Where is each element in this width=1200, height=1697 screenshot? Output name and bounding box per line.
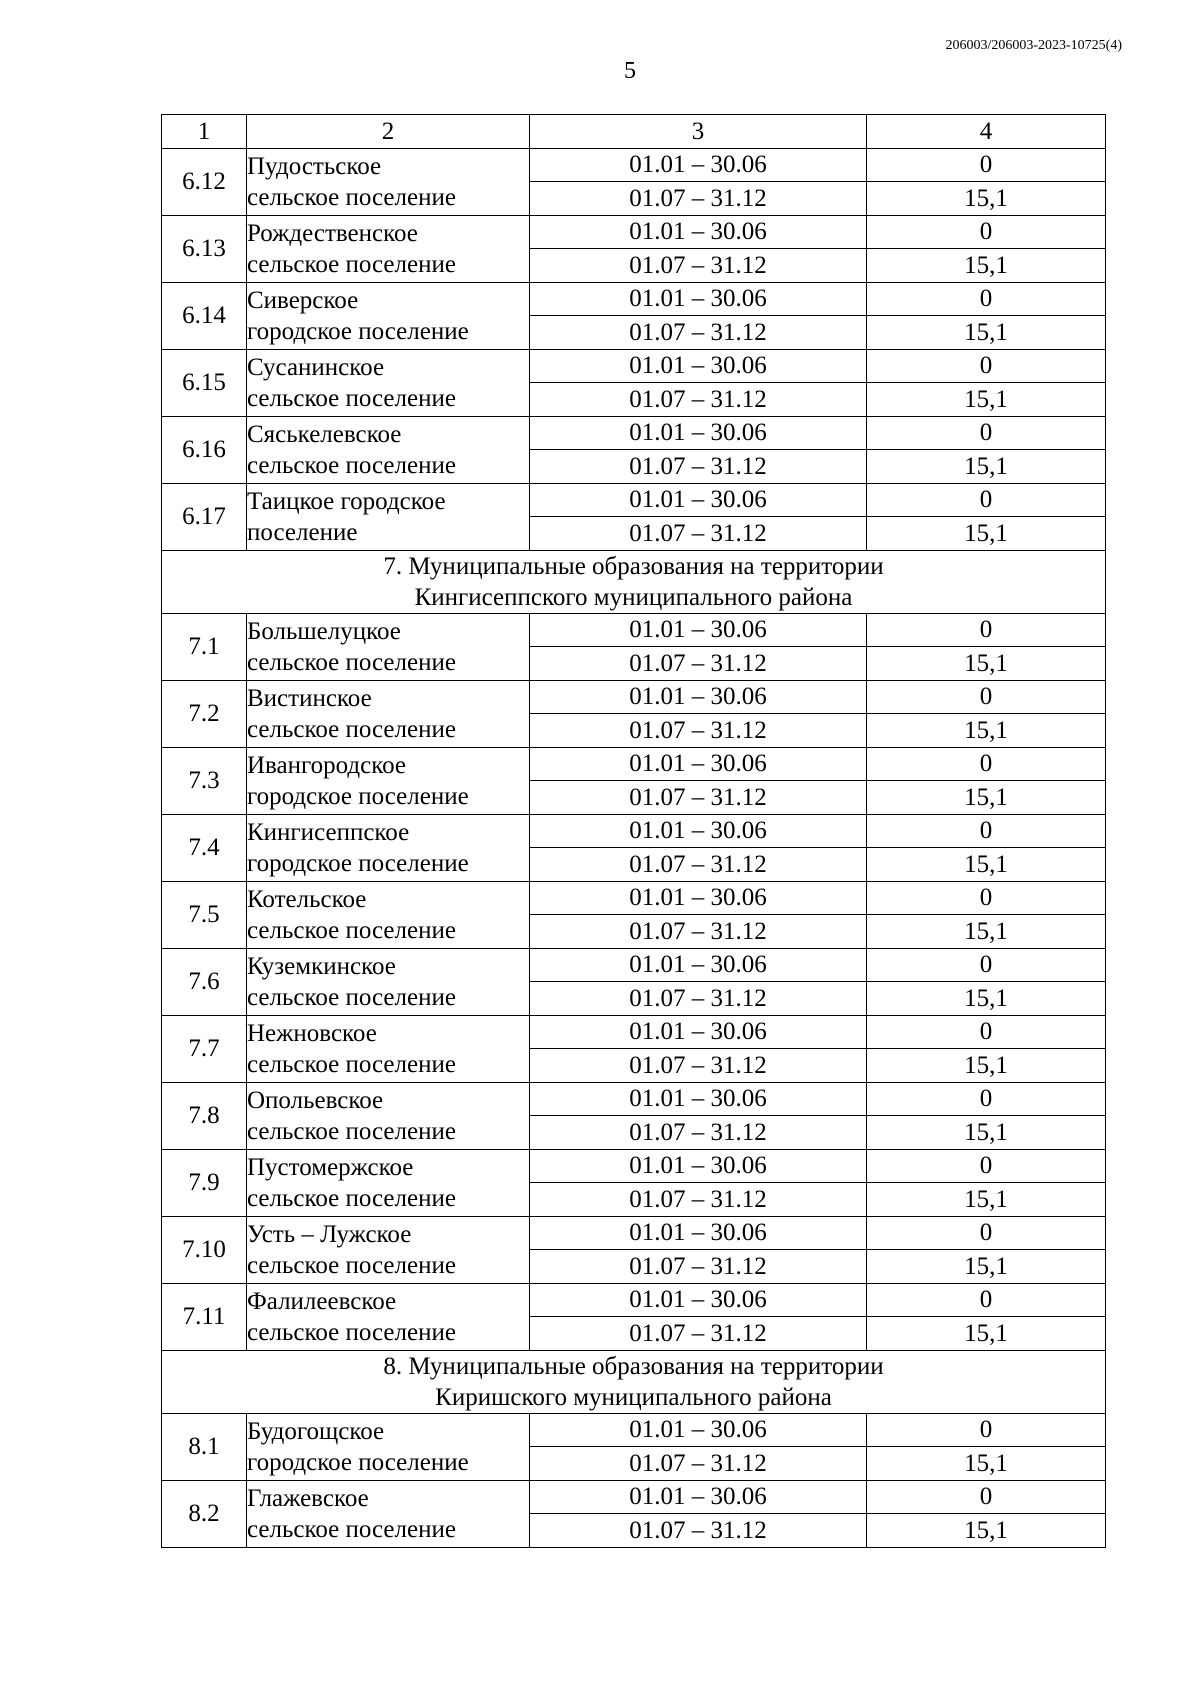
value-cell: 15,1 (867, 249, 1106, 283)
value-cell: 15,1 (867, 517, 1106, 551)
settlement-name-line: Кингисеппское (247, 818, 410, 846)
settlement-name (247, 215, 530, 282)
period-cell: 01.07 – 31.12 (530, 714, 867, 748)
row-number: 6.12 (162, 148, 247, 215)
row-number: 8.2 (162, 1480, 247, 1547)
value-cell: 15,1 (867, 1514, 1106, 1548)
settlement-name (247, 747, 530, 814)
column-header: 1 (162, 115, 247, 149)
row-number: 6.15 (162, 349, 247, 416)
settlement-name-line: Фалилеевское (247, 1287, 397, 1315)
period-cell: 01.07 – 31.12 (530, 517, 867, 551)
table-row (162, 680, 1106, 714)
period-cell: 01.07 – 31.12 (530, 1447, 867, 1481)
value-cell: 0 (867, 148, 1106, 182)
table-row (162, 948, 1106, 982)
value-cell: 0 (867, 881, 1106, 915)
settlement-name-line: Куземкинское (247, 952, 396, 980)
period-cell: 01.01 – 30.06 (530, 1216, 867, 1250)
row-number: 7.6 (162, 948, 247, 1015)
value-cell: 0 (867, 747, 1106, 781)
settlement-name (247, 613, 530, 680)
section-title-line: 8. Муниципальные образования на территории (383, 1352, 884, 1380)
period-cell: 01.07 – 31.12 (530, 383, 867, 417)
settlement-name-line: сельское поселение (247, 1251, 456, 1279)
table-row (162, 1480, 1106, 1514)
period-cell: 01.01 – 30.06 (530, 483, 867, 517)
settlement-name-line: сельское поселение (247, 648, 456, 676)
section-title (162, 550, 1106, 613)
settlement-name-line: Сиверское (247, 286, 359, 314)
document-id: 206003/206003-2023-10725(4) (945, 38, 1122, 53)
value-cell: 0 (867, 483, 1106, 517)
value-cell: 0 (867, 416, 1106, 450)
settlement-name-line: Рождественское (247, 219, 418, 247)
settlement-name (247, 349, 530, 416)
table-row (162, 1283, 1106, 1317)
period-cell: 01.01 – 30.06 (530, 680, 867, 714)
settlement-name-line: Таицкое городское (247, 487, 446, 515)
column-header: 3 (530, 115, 867, 149)
period-cell: 01.01 – 30.06 (530, 747, 867, 781)
settlement-name-line: поселение (247, 518, 358, 546)
period-cell: 01.01 – 30.06 (530, 1480, 867, 1514)
table-row (162, 1413, 1106, 1447)
settlement-name-line: сельское поселение (247, 451, 456, 479)
settlement-name-line: Вистинское (247, 684, 372, 712)
settlement-name-line: городское поселение (247, 1448, 469, 1476)
value-cell: 15,1 (867, 1116, 1106, 1150)
value-cell: 15,1 (867, 1250, 1106, 1284)
value-cell: 15,1 (867, 781, 1106, 815)
value-cell: 0 (867, 1283, 1106, 1317)
period-cell: 01.07 – 31.12 (530, 1514, 867, 1548)
period-cell: 01.07 – 31.12 (530, 316, 867, 350)
settlement-name-line: сельское поселение (247, 983, 456, 1011)
period-cell: 01.07 – 31.12 (530, 982, 867, 1016)
table-row (162, 1216, 1106, 1250)
period-cell: 01.07 – 31.12 (530, 182, 867, 216)
value-cell: 0 (867, 1015, 1106, 1049)
section-title-line: 7. Муниципальные образования на территории (383, 552, 884, 580)
period-cell: 01.07 – 31.12 (530, 1049, 867, 1083)
section-row (162, 550, 1106, 613)
table-row (162, 215, 1106, 249)
table-header-row (162, 115, 1106, 149)
value-cell: 15,1 (867, 316, 1106, 350)
settlement-name-line: Котельское (247, 885, 367, 913)
value-cell: 0 (867, 349, 1106, 383)
settlement-name (247, 416, 530, 483)
period-cell: 01.07 – 31.12 (530, 1116, 867, 1150)
value-cell: 0 (867, 948, 1106, 982)
value-cell: 15,1 (867, 182, 1106, 216)
value-cell: 15,1 (867, 1447, 1106, 1481)
value-cell: 15,1 (867, 915, 1106, 949)
table-row (162, 747, 1106, 781)
tariff-table (161, 114, 1106, 1548)
value-cell: 0 (867, 814, 1106, 848)
table-row (162, 349, 1106, 383)
value-cell: 15,1 (867, 647, 1106, 681)
settlement-name (247, 483, 530, 550)
page-number: 5 (624, 58, 636, 84)
section-row (162, 1350, 1106, 1413)
table-row (162, 282, 1106, 316)
table-row (162, 483, 1106, 517)
settlement-name-line: Сяськелевское (247, 420, 402, 448)
settlement-name-line: сельское поселение (247, 916, 456, 944)
settlement-name-line: Будогощское (247, 1417, 385, 1445)
settlement-name-line: Пустомержское (247, 1153, 414, 1181)
period-cell: 01.01 – 30.06 (530, 948, 867, 982)
settlement-name-line: сельское поселение (247, 183, 456, 211)
period-cell: 01.01 – 30.06 (530, 148, 867, 182)
settlement-name-line: городское поселение (247, 782, 469, 810)
value-cell: 15,1 (867, 1317, 1106, 1351)
period-cell: 01.07 – 31.12 (530, 1250, 867, 1284)
row-number: 7.10 (162, 1216, 247, 1283)
period-cell: 01.01 – 30.06 (530, 1149, 867, 1183)
period-cell: 01.01 – 30.06 (530, 282, 867, 316)
row-number: 7.2 (162, 680, 247, 747)
settlement-name (247, 1480, 530, 1547)
row-number: 7.1 (162, 613, 247, 680)
row-number: 7.11 (162, 1283, 247, 1350)
section-title-line: Кингисеппского муниципального района (414, 583, 853, 611)
settlement-name-line: городское поселение (247, 317, 469, 345)
period-cell: 01.01 – 30.06 (530, 613, 867, 647)
value-cell: 15,1 (867, 450, 1106, 484)
period-cell: 01.07 – 31.12 (530, 450, 867, 484)
row-number: 7.4 (162, 814, 247, 881)
period-cell: 01.01 – 30.06 (530, 881, 867, 915)
settlement-name (247, 881, 530, 948)
settlement-name (247, 948, 530, 1015)
value-cell: 0 (867, 1480, 1106, 1514)
row-number: 6.14 (162, 282, 247, 349)
row-number: 6.13 (162, 215, 247, 282)
value-cell: 15,1 (867, 1183, 1106, 1217)
settlement-name-line: сельское поселение (247, 1318, 456, 1346)
row-number: 7.3 (162, 747, 247, 814)
value-cell: 0 (867, 215, 1106, 249)
period-cell: 01.01 – 30.06 (530, 1413, 867, 1447)
settlement-name-line: Усть – Лужское (247, 1220, 412, 1248)
value-cell: 0 (867, 1216, 1106, 1250)
period-cell: 01.01 – 30.06 (530, 814, 867, 848)
table-row (162, 881, 1106, 915)
settlement-name (247, 814, 530, 881)
settlement-name-line: сельское поселение (247, 715, 456, 743)
period-cell: 01.01 – 30.06 (530, 349, 867, 383)
period-cell: 01.07 – 31.12 (530, 1183, 867, 1217)
period-cell: 01.01 – 30.06 (530, 1283, 867, 1317)
period-cell: 01.07 – 31.12 (530, 781, 867, 815)
table-row (162, 814, 1106, 848)
period-cell: 01.07 – 31.12 (530, 915, 867, 949)
column-header: 2 (247, 115, 530, 149)
settlement-name (247, 282, 530, 349)
settlement-name-line: сельское поселение (247, 250, 456, 278)
value-cell: 15,1 (867, 1049, 1106, 1083)
value-cell: 15,1 (867, 383, 1106, 417)
table-row (162, 1149, 1106, 1183)
settlement-name-line: Большелуцкое (247, 617, 401, 645)
settlement-name-line: сельское поселение (247, 1117, 456, 1145)
value-cell: 0 (867, 1082, 1106, 1116)
value-cell: 0 (867, 680, 1106, 714)
period-cell: 01.01 – 30.06 (530, 1082, 867, 1116)
settlement-name-line: Нежновское (247, 1019, 377, 1047)
value-cell: 0 (867, 1413, 1106, 1447)
row-number: 7.8 (162, 1082, 247, 1149)
settlement-name (247, 148, 530, 215)
value-cell: 15,1 (867, 982, 1106, 1016)
settlement-name-line: Сусанинское (247, 353, 385, 381)
settlement-name-line: сельское поселение (247, 1184, 456, 1212)
table-row (162, 1015, 1106, 1049)
value-cell: 15,1 (867, 848, 1106, 882)
settlement-name-line: Пудостьское (247, 152, 382, 180)
period-cell: 01.07 – 31.12 (530, 1317, 867, 1351)
settlement-name (247, 1413, 530, 1480)
period-cell: 01.07 – 31.12 (530, 848, 867, 882)
table-row (162, 613, 1106, 647)
section-title-line: Киришского муниципального района (435, 1383, 832, 1411)
section-title (162, 1350, 1106, 1413)
row-number: 6.16 (162, 416, 247, 483)
row-number: 7.9 (162, 1149, 247, 1216)
value-cell: 15,1 (867, 714, 1106, 748)
period-cell: 01.07 – 31.12 (530, 647, 867, 681)
column-header: 4 (867, 115, 1106, 149)
row-number: 7.5 (162, 881, 247, 948)
settlement-name-line: сельское поселение (247, 1050, 456, 1078)
settlement-name-line: Глажевское (247, 1484, 369, 1512)
period-cell: 01.07 – 31.12 (530, 249, 867, 283)
settlement-name-line: сельское поселение (247, 384, 456, 412)
row-number: 6.17 (162, 483, 247, 550)
settlement-name (247, 1283, 530, 1350)
settlement-name (247, 1015, 530, 1082)
settlement-name-line: Ивангородское (247, 751, 407, 779)
table-row (162, 416, 1106, 450)
settlement-name (247, 680, 530, 747)
value-cell: 0 (867, 613, 1106, 647)
table-row (162, 148, 1106, 182)
period-cell: 01.01 – 30.06 (530, 416, 867, 450)
settlement-name (247, 1149, 530, 1216)
period-cell: 01.01 – 30.06 (530, 215, 867, 249)
settlement-name-line: сельское поселение (247, 1515, 456, 1543)
settlement-name-line: Опольевское (247, 1086, 384, 1114)
period-cell: 01.01 – 30.06 (530, 1015, 867, 1049)
row-number: 7.7 (162, 1015, 247, 1082)
row-number: 8.1 (162, 1413, 247, 1480)
value-cell: 0 (867, 1149, 1106, 1183)
value-cell: 0 (867, 282, 1106, 316)
table-row (162, 1082, 1106, 1116)
settlement-name (247, 1216, 530, 1283)
settlement-name (247, 1082, 530, 1149)
settlement-name-line: городское поселение (247, 849, 469, 877)
